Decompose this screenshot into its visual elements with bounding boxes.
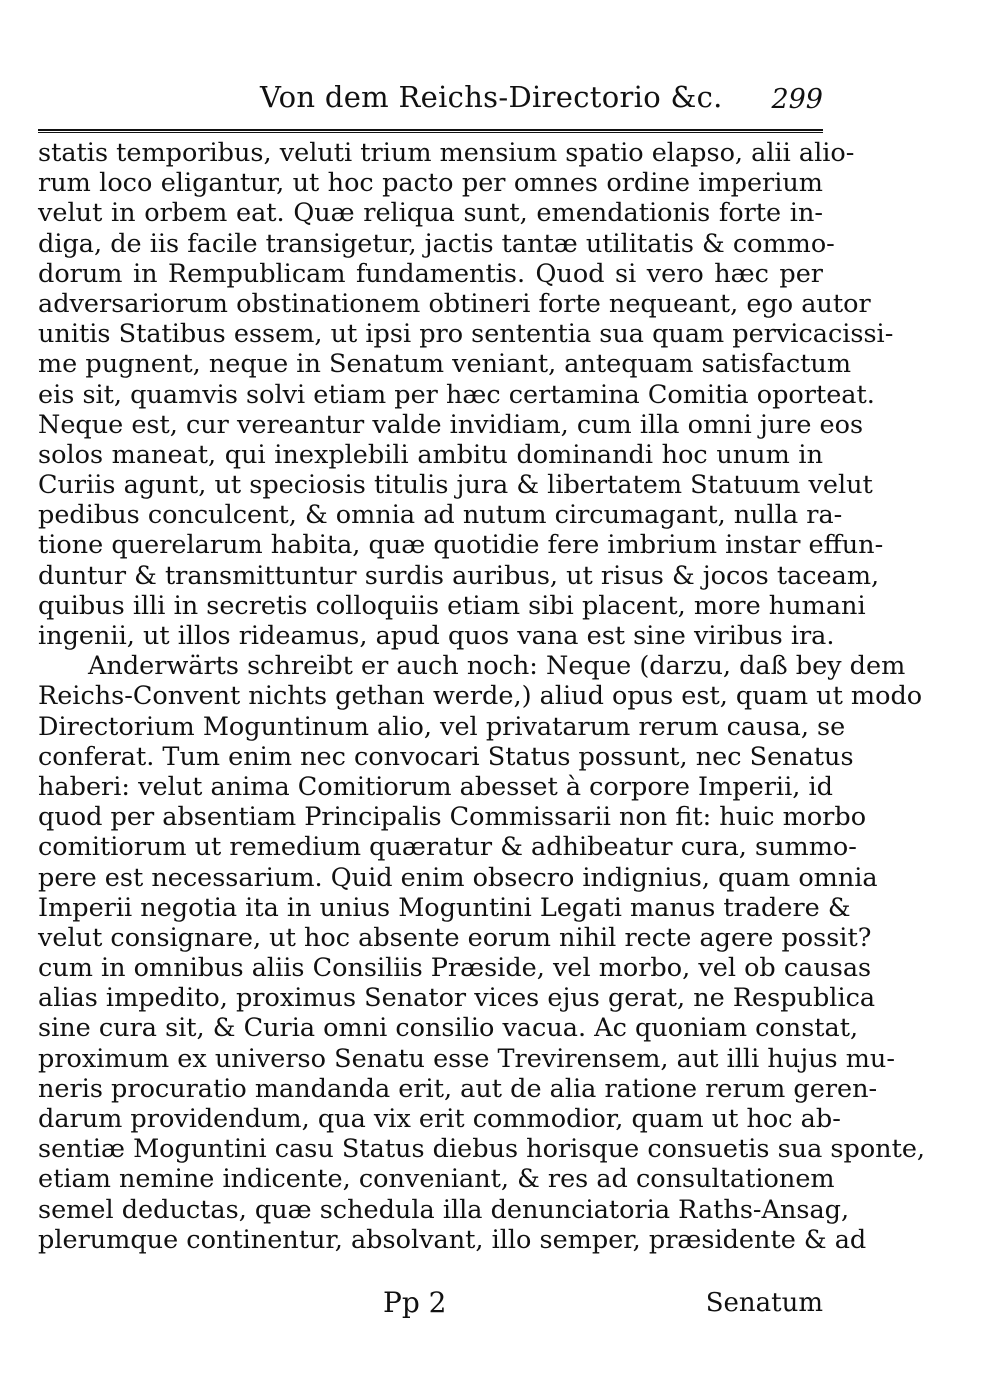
text-line: velut in orbem eat. Quæ reliqua sunt, emendationis forte in-	[38, 198, 823, 229]
text-line: velut consignare, ut hoc absente eorum nihil recte agere possit?	[38, 922, 872, 953]
text-line: pere est necessarium. Quid enim obsecro indignius, quam omnia	[38, 862, 878, 893]
body-text	[38, 138, 926, 1255]
text-line: diga, de iis facile transigetur, jactis tantæ utilitatis & commo-	[38, 228, 835, 259]
text-line: sine cura sit, & Curia omni consilio vacua. Ac quoniam constat,	[38, 1013, 859, 1044]
text-line: semel deductas, quæ schedula illa denunciatoria Raths-Ansag,	[38, 1194, 850, 1225]
text-line: comitiorum ut remedium quæratur & adhibeatur cura, summo-	[38, 832, 857, 863]
text-line: neris procuratio mandanda erit, aut de alia ratione rerum geren-	[38, 1073, 878, 1104]
text-line: adversariorum obstinationem obtineri forte nequeant, ego autor	[38, 288, 871, 319]
catchword: Senatum	[705, 1288, 823, 1318]
text-line: me pugnent, neque in Senatum veniant, antequam satisfactum	[38, 349, 852, 380]
text-line: eis sit, quamvis solvi etiam per hæc certamina Comitia oporteat.	[38, 379, 875, 410]
text-line: Reichs-Convent nichts gethan werde,) aliud opus est, quam ut modo	[38, 681, 923, 712]
text-line: pedibus conculcent, & omnia ad nutum circumagant, nulla ra-	[38, 500, 843, 531]
text-line: Anderwärts schreibt er auch noch: Neque (darzu, daß bey dem	[88, 651, 906, 682]
text-line: quibus illi in secretis colloquiis etiam sibi placent, more humani	[38, 590, 866, 621]
text-line: ingenii, ut illos rideamus, apud quos vana est sine viribus ira.	[38, 621, 835, 651]
signature-mark: Pp 2	[383, 1286, 447, 1319]
text-line: unitis Statibus essem, ut ipsi pro sententia sua quam pervicacissi-	[38, 319, 894, 350]
text-line: sentiæ Moguntini casu Status diebus horisque consuetis sua sponte,	[38, 1134, 926, 1165]
text-line: dorum in Rempublicam fundamentis. Quod si vero hæc per	[38, 258, 823, 289]
text-line: etiam nemine indicente, conveniant, & res ad consultationem	[38, 1164, 835, 1195]
header-rule	[38, 129, 823, 133]
page-number: 299	[771, 84, 823, 115]
running-title: Von dem Reichs-Directorio &c.	[260, 80, 723, 114]
text-line: tione querelarum habita, quæ quotidie fere imbrium instar effun-	[38, 530, 884, 561]
text-line: darum providendum, qua vix erit commodior, quam ut hoc ab-	[38, 1104, 841, 1134]
text-line: haberi: velut anima Comitiorum abesset à corpore Imperii, id	[38, 771, 833, 802]
text-line: rum loco eligantur, ut hoc pacto per omnes ordine imperium	[38, 168, 823, 199]
text-line: conferat. Tum enim nec convocari Status possunt, nec Senatus	[38, 741, 854, 772]
running-head	[38, 80, 823, 124]
text-line: Imperii negotia ita in unius Moguntini Legati manus tradere &	[38, 892, 851, 923]
text-line: quod per absentiam Principalis Commissarii non fit: huic morbo	[38, 802, 867, 833]
text-line: alias impedito, proximus Senator vices ejus gerat, ne Respublica	[38, 983, 876, 1014]
text-line: Directorium Moguntinum alio, vel privatarum rerum causa, se	[38, 711, 846, 742]
text-line: proximum ex universo Senatu esse Trevirensem, aut illi hujus mu-	[38, 1043, 895, 1074]
text-line: Curiis agunt, ut speciosis titulis jura & libertatem Statuum velut	[38, 470, 873, 501]
text-line: statis temporibus, veluti trium mensium spatio elapso, alii alio-	[38, 138, 855, 168]
text-line: Neque est, cur vereantur valde invidiam, cum illa omni jure eos	[38, 409, 864, 440]
text-line: plerumque continentur, absolvant, illo semper, præsidente & ad	[38, 1224, 867, 1255]
text-line: cum in omnibus aliis Consiliis Præside, vel morbo, vel ob causas	[38, 953, 872, 984]
text-line: solos maneat, qui inexplebili ambitu dominandi hoc unum in	[38, 439, 823, 470]
page-footer	[38, 1286, 823, 1322]
text-line: duntur & transmittuntur surdis auribus, ut risus & jocos taceam,	[38, 560, 880, 591]
